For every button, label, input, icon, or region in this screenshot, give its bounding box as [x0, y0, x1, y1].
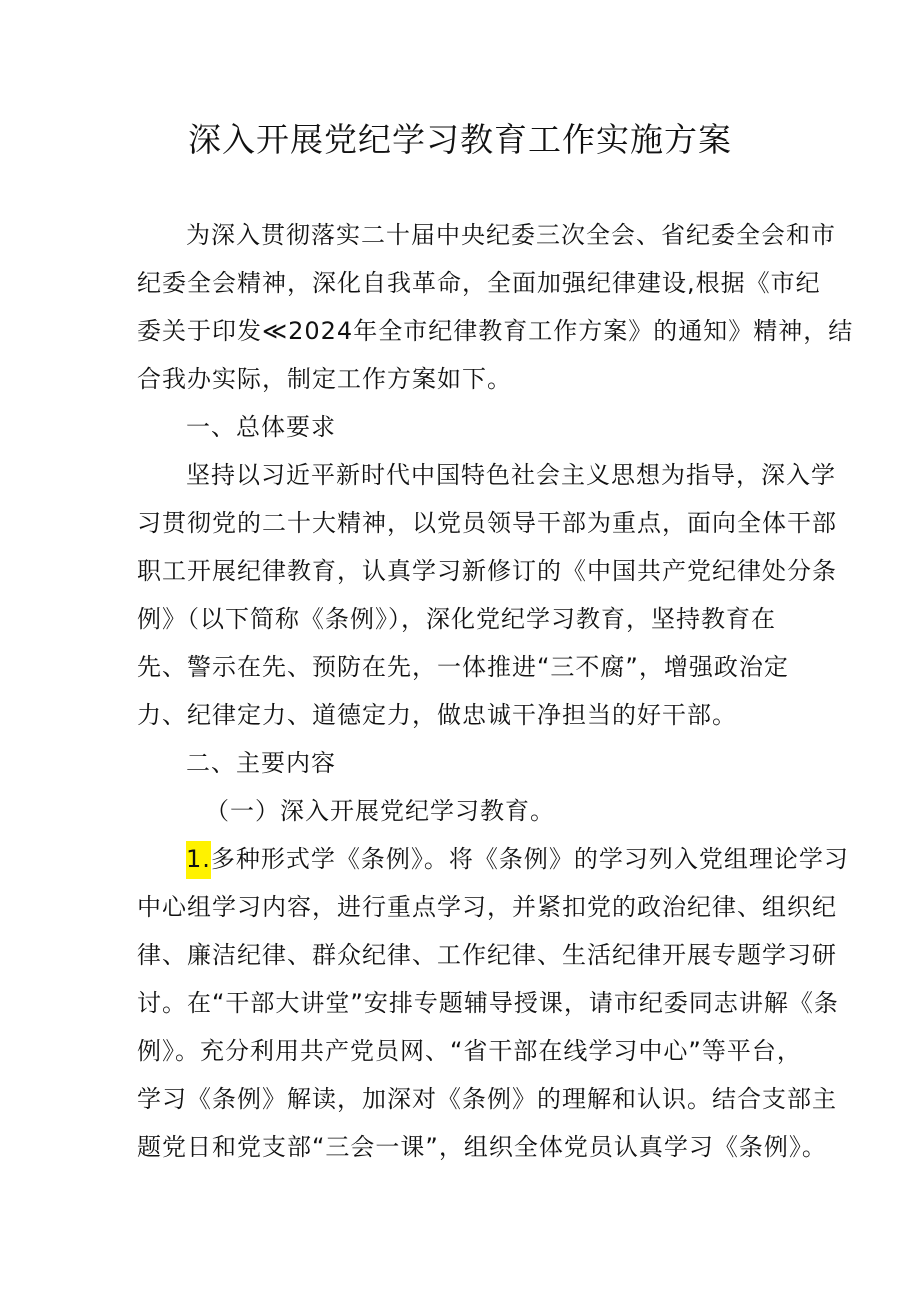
paragraph-line: 律、廉洁纪律、群众纪律、工作纪律、生活纪律开展专题学习研: [137, 941, 837, 969]
paragraph-line: 中心组学习内容，进行重点学习，并紧扣党的政治纪律、组织纪: [137, 893, 837, 921]
paragraph-line: 职工开展纪律教育，认真学习新修订的《中国共产党纪律处分条: [137, 557, 837, 585]
paragraph-line: 合我办实际，制定工作方案如下。: [137, 365, 512, 393]
list-item: [186, 841, 849, 877]
paragraph-line: 题党日和党支部“三会一课”，组织全体党员认真学习《条例》。: [137, 1133, 827, 1161]
paragraph-line: 例》（以下简称《条例》），深化党纪学习教育，坚持教育在: [137, 605, 776, 633]
document-title: 深入开展党纪学习教育工作实施方案: [188, 120, 732, 159]
paragraph-line: 纪委全会精神，深化自我革命，全面加强纪律建设,根据《市纪: [137, 269, 821, 297]
paragraph-line: 习贯彻党的二十大精神，以党员领导干部为重点，面向全体干部: [137, 509, 837, 537]
section-heading: 二、主要内容: [186, 749, 336, 777]
section-heading: 一、总体要求: [186, 413, 336, 441]
paragraph-line: 例》。充分利用共产党员网、“省干部在线学习中心”等平台，: [137, 1037, 802, 1065]
subsection-heading: （一）深入开展党纪学习教育。: [205, 797, 555, 825]
paragraph-line: 力、纪律定力、道德定力，做忠诚干净担当的好干部。: [137, 701, 737, 729]
paragraph-line: 坚持以习近平新时代中国特色社会主义思想为指导，深入学: [186, 461, 836, 489]
paragraph-line: 委关于印发≪2024年全市纪律教育工作方案》的通知》精神，结: [137, 317, 854, 345]
paragraph-line: 讨。在“干部大讲堂”安排专题辅导授课，请市纪委同志讲解《条: [137, 989, 839, 1017]
paragraph-line: 为深入贯彻落实二十届中央纪委三次全会、省纪委全会和市: [186, 221, 836, 249]
paragraph-line: 先、警示在先、预防在先，一体推进“三不腐”，增强政治定: [137, 653, 789, 681]
item-number-highlight: 1.: [186, 841, 211, 879]
paragraph-line: 多种形式学《条例》。将《条例》的学习列入党组理论学习: [210, 845, 849, 873]
paragraph-line: 学习《条例》解读，加深对《条例》的理解和认识。结合支部主: [137, 1085, 837, 1113]
